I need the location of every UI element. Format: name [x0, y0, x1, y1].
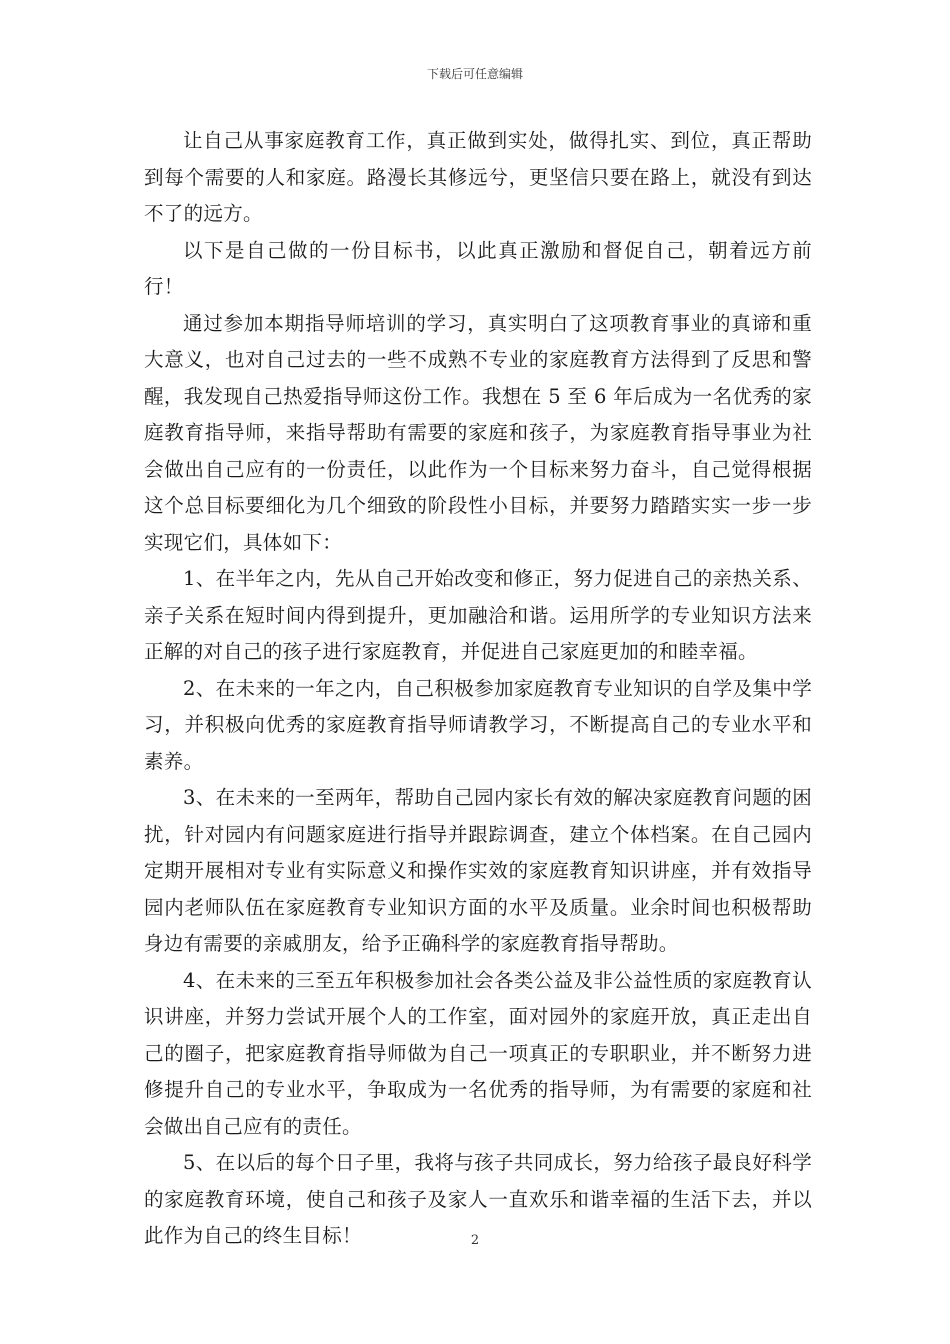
- paragraph-goal-2: 2、在未来的一年之内，自己积极参加家庭教育专业知识的自学及集中学习，并积极向优秀的家庭教育指导师请教学习，不断提高自己的专业水平和素养。: [144, 676, 812, 773]
- document-body: [144, 123, 812, 1255]
- paragraph-goal-statement: 以下是自己做的一份目标书，以此真正激励和督促自己，朝着远方前行！: [144, 238, 812, 298]
- paragraph-goal-3: 3、在未来的一至两年，帮助自己园内家长有效的解决家庭教育问题的困扰，针对园内有问题家庭进行指导并跟踪调查，建立个体档案。在自己园内定期开展相对专业有实际意义和操作实效的家庭教育知识讲座，并有效指导园内老师队伍在家庭教育专业知识方面的水平及质量。业余时间也积极帮助身边有需要的亲戚朋友，给予正确科学的家庭教育指导帮助。: [144, 786, 812, 955]
- paragraph-training-reflection: 通过参加本期指导师培训的学习，真实明白了这项教育事业的真谛和重大意义，也对自己过去的一些不成熟不专业的家庭教育方法得到了反思和警醒，我发现自己热爱指导师这份工作。我想在 5 至 6 年后成为一名优秀的家庭教育指导师，来指导帮助有需要的家庭和孩子，为家庭教育指导事业为社会做出自己应有的一份责任，以此作为一个目标来努力奋斗，自己觉得根据这个总目标要细化为几个细致的阶段性小目标，并要努力踏踏实实一步一步实现它们，具体如下：: [144, 311, 812, 554]
- page-number: 2: [470, 1233, 480, 1248]
- paragraph-intro: 让自己从事家庭教育工作，真正做到实处，做得扎实、到位，真正帮助到每个需要的人和家庭。路漫长其修远兮，更坚信只要在路上，就没有到达不了的远方。: [144, 129, 812, 225]
- paragraph-goal-1: 1、在半年之内，先从自己开始改变和修正，努力促进自己的亲热关系、亲子关系在短时间内得到提升，更加融洽和谐。运用所学的专业知识方法来正解的对自己的孩子进行家庭教育，并促进自己家庭更加的和睦幸福。: [144, 567, 812, 663]
- paragraph-goal-4: 4、在未来的三至五年积极参加社会各类公益及非公益性质的家庭教育认识讲座，并努力尝试开展个人的工作室，面对园外的家庭开放，真正走出自己的圈子，把家庭教育指导师做为自己一项真正的专职职业，并不断努力进修提升自己的专业水平，争取成为一名优秀的指导师，为有需要的家庭和社会做出自己应有的责任。: [144, 968, 812, 1138]
- page-header: 下载后可任意编辑: [426, 67, 523, 81]
- paragraph-goal-5: 5、在以后的每个日子里，我将与孩子共同成长，努力给孩子最良好科学的家庭教育环境，使自己和孩子及家人一直欢乐和谐幸福的生活下去，并以此作为自己的终生目标！: [144, 1151, 812, 1247]
